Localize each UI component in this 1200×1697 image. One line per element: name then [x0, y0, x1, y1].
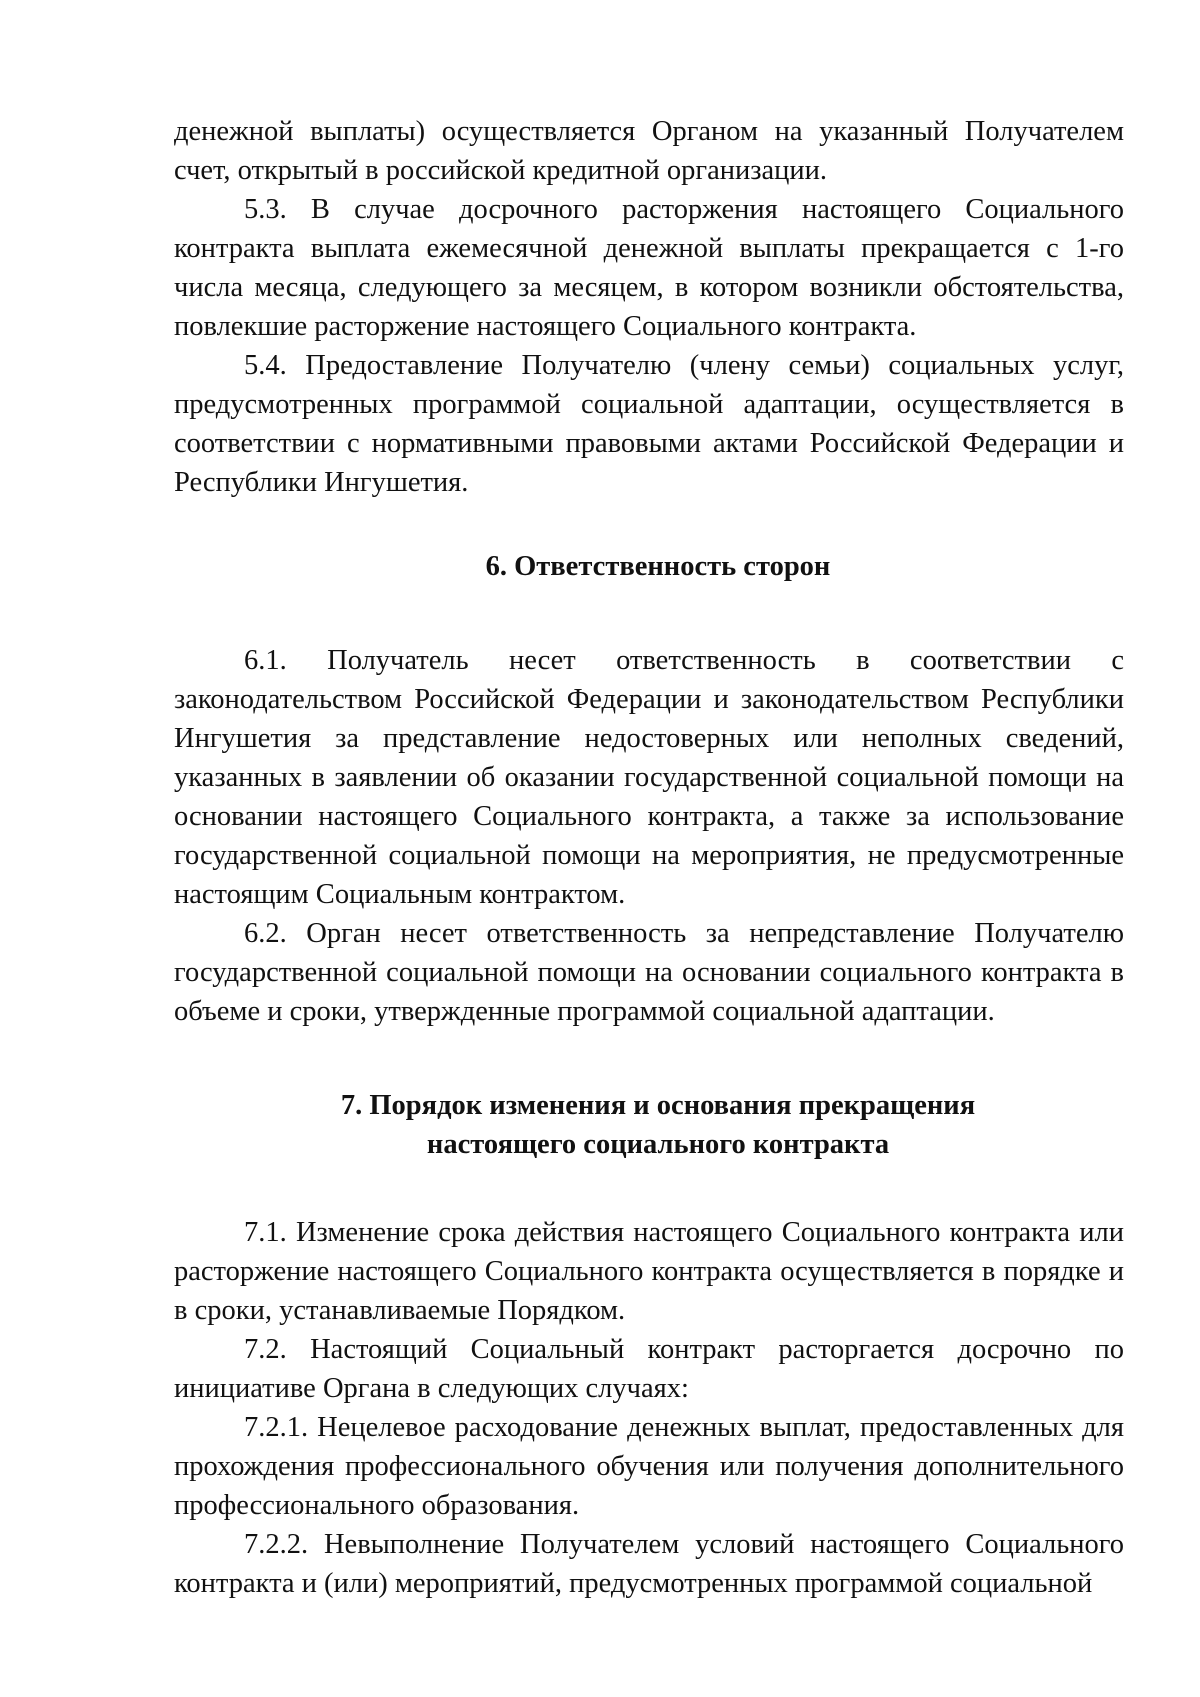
paragraph-7-2-2: 7.2.2. Невыполнение Получателем условий настоящего Социального контракта и (или) мероприятий, предусмотренных программой социальной — [174, 1529, 1124, 1599]
paragraph-7-2-1: 7.2.1. Нецелевое расходование денежных выплат, предоставленных для прохождения профессионального обучения или получения дополнительного профессионального образования. — [174, 1412, 1124, 1521]
paragraph-6-2: 6.2. Орган несет ответственность за непредставление Получателю государственной социальной помощи на основании социального контракта в объеме и сроки, утвержденные программой социальной адаптации. — [174, 918, 1124, 1027]
spacer — [174, 586, 1124, 641]
section-7-heading-line-1: 7. Порядок изменения и основания прекращения — [340, 1090, 976, 1121]
spacer — [174, 502, 1124, 547]
spacer — [174, 1164, 1124, 1213]
section-6-heading: 6. Ответственность сторон — [485, 551, 831, 582]
spacer — [174, 1031, 1124, 1086]
paragraph-5-3: 5.3. В случае досрочного расторжения настоящего Социального контракта выплата ежемесячной денежной выплаты прекращается с 1-го числа месяца, следующего за месяцем, в котором возникли обстоятельства, повлекшие расторжение настоящего Социального контракта. — [174, 194, 1124, 342]
document-body — [174, 112, 1124, 1603]
section-7-heading-line-2: настоящего социального контракта — [426, 1129, 890, 1160]
paragraph-5-4: 5.4. Предоставление Получателю (члену семьи) социальных услуг, предусмотренных программой социальной адаптации, осуществляется в соответствии с нормативными правовыми актами Российской Федерации и Республики Ингушетия. — [174, 350, 1124, 498]
section-7-heading — [174, 1086, 1124, 1164]
paragraph-6-1: 6.1. Получатель несет ответственность в соответствии с законодательством Российской Федерации и законодательством Республики Ингушетия за представление недостоверных или неполных сведений, указанных в заявлении об оказании государственной социальной помощи на основании настоящего Социального контракта, а также за использование государственной социальной помощи на мероприятия, не предусмотренные настоящим Социальным контрактом. — [174, 645, 1124, 910]
paragraph-7-1: 7.1. Изменение срока действия настоящего Социального контракта или расторжение настоящего Социального контракта осуществляется в порядке и в сроки, устанавливаемые Порядком. — [174, 1217, 1124, 1326]
paragraph-7-2: 7.2. Настоящий Социальный контракт расторгается досрочно по инициативе Органа в следующих случаях: — [174, 1334, 1124, 1404]
paragraph-5-2-continuation: денежной выплаты) осуществляется Органом на указанный Получателем счет, открытый в российской кредитной организации. — [174, 116, 1124, 186]
